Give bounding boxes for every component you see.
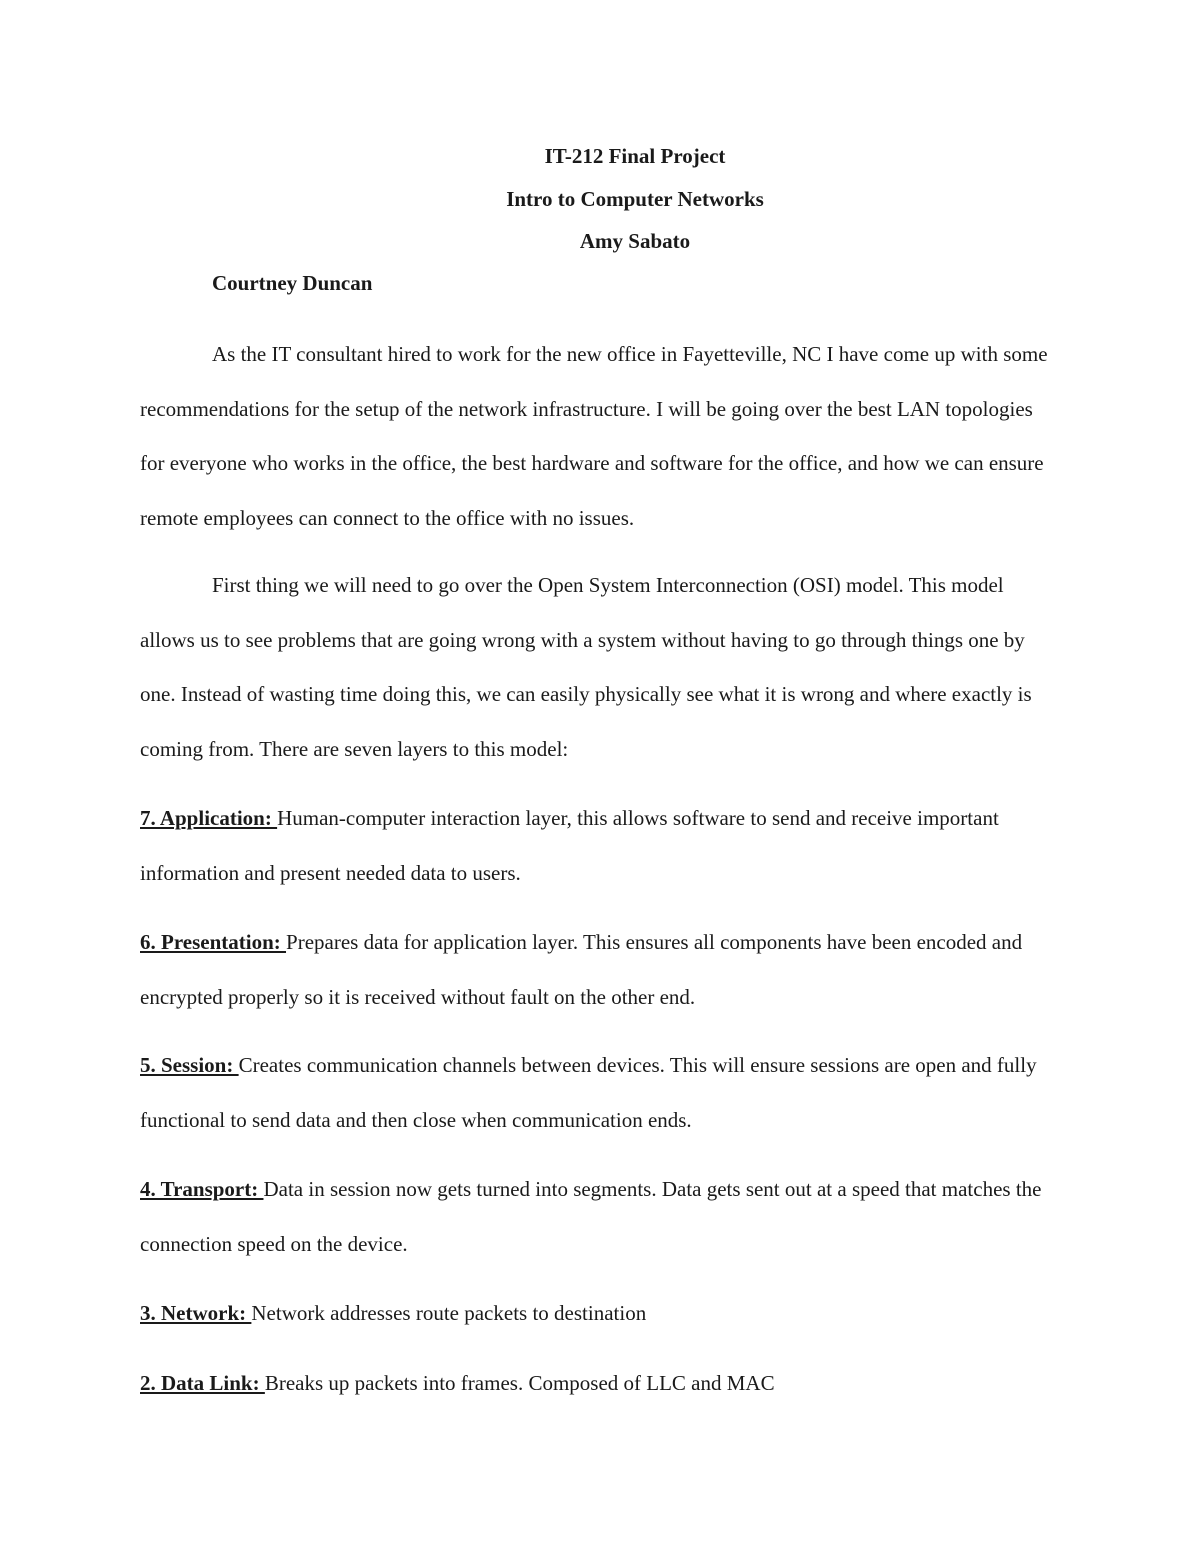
layer-transport <box>140 1162 1060 1271</box>
layer-data-link <box>140 1356 1060 1411</box>
layer-application-text: Human-computer interaction layer, this allows software to send and receive important information and present needed data to users. <box>140 806 999 885</box>
layer-data-link-text: Breaks up packets into frames. Composed of LLC and MAC <box>264 1371 775 1395</box>
layer-transport-text: Data in session now gets turned into segments. Data gets sent out at a speed that matches the connection speed on the device. <box>140 1177 1042 1256</box>
layer-presentation-heading: 6. Presentation: <box>140 930 287 954</box>
layer-presentation <box>140 915 1060 1024</box>
layer-session <box>140 1038 1060 1147</box>
layer-session-text: Creates communication channels between devices. This will ensure sessions are open and fully functional to send data and then close when communication ends. <box>140 1053 1037 1132</box>
course-subtitle: Intro to Computer Networks <box>506 187 764 211</box>
layer-application-heading: 7. Application: <box>140 806 278 830</box>
layer-network <box>140 1286 1060 1341</box>
layer-network-text: Network addresses route packets to destination <box>251 1301 647 1325</box>
student-name: Courtney Duncan <box>212 271 373 295</box>
layer-network-heading: 3. Network: <box>140 1301 252 1325</box>
layer-presentation-text: Prepares data for application layer. This ensures all components have been encoded and encrypted properly so it is received without fault on the other end. <box>140 930 1023 1009</box>
osi-paragraph: First thing we will need to go over the Open System Interconnection (OSI) model. This model allows us to see problems that are going wrong with a system without having to go through things one by one. Instead of wasting time doing this, we can easily physically see what it is wrong and where exactly is coming from. There are seven layers to this model: <box>140 573 1032 761</box>
layer-session-heading: 5. Session: <box>140 1053 239 1077</box>
layer-application <box>140 791 1060 900</box>
course-title: IT-212 Final Project <box>544 144 726 168</box>
layer-data-link-heading: 2. Data Link: <box>140 1371 265 1395</box>
layer-transport-heading: 4. Transport: <box>140 1177 264 1201</box>
intro-paragraph: As the IT consultant hired to work for the new office in Fayetteville, NC I have come up with some recommendations for the setup of the network infrastructure. I will be going over the best LAN topologies for everyone who works in the office, the best hardware and software for the office, and how we can ensure remote employees can connect to the office with no issues. <box>140 342 1048 530</box>
instructor-name: Amy Sabato <box>579 229 691 253</box>
